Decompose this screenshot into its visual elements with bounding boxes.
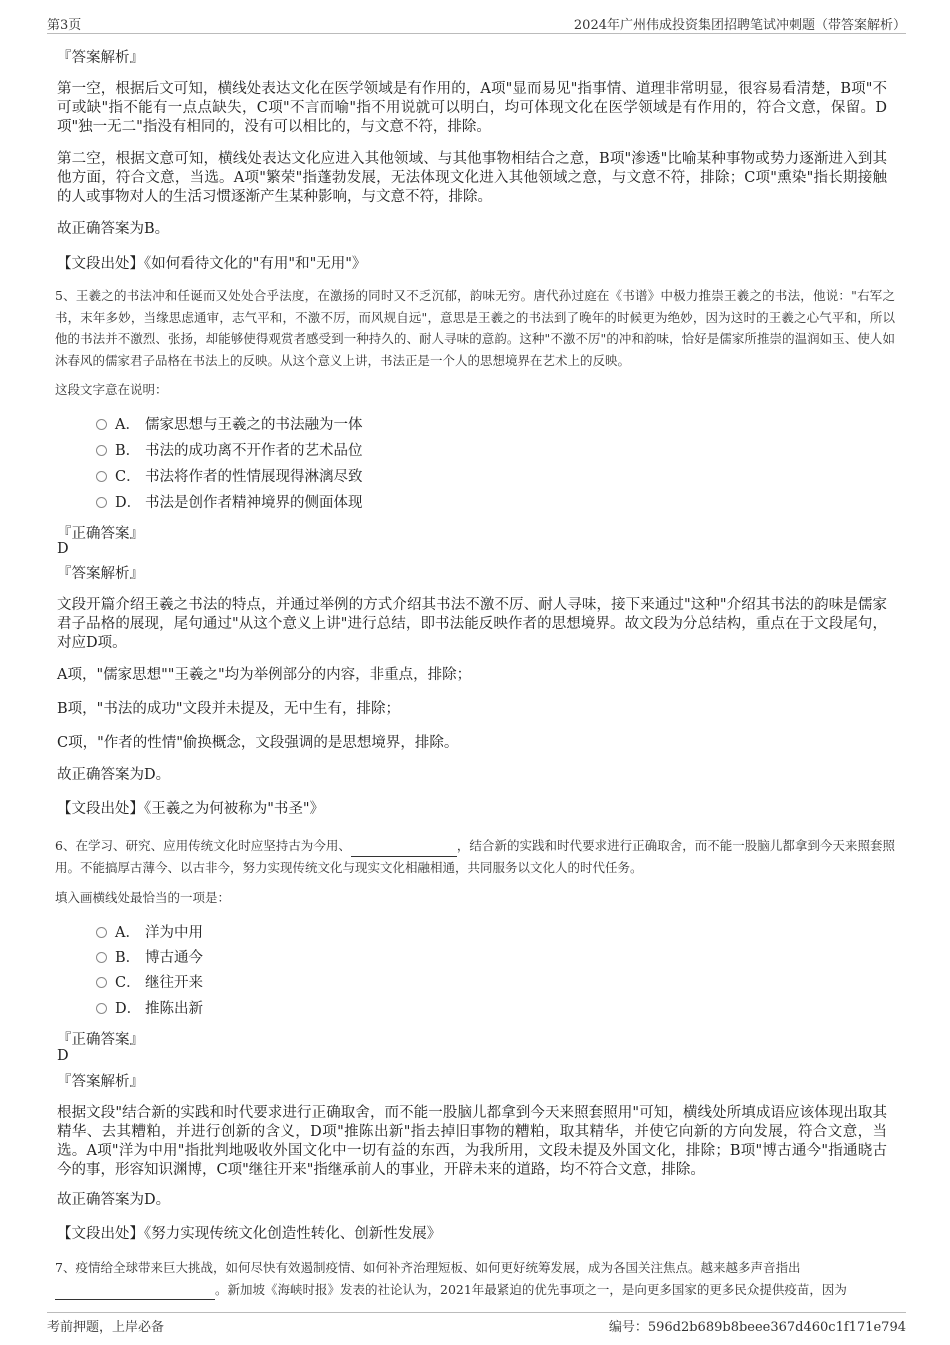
document-id: 编号：596d2b689b8beee367d460c1f171e794 — [608, 1320, 906, 1335]
document-title: 2024年广州伟成投资集团招聘笔试冲刺题（带答案解析） — [573, 18, 906, 33]
fill-blank — [351, 842, 457, 857]
q6-option-a[interactable]: A． 洋为中用 — [96, 922, 203, 944]
radio-icon[interactable] — [96, 471, 107, 482]
q6-option-d[interactable]: D． 推陈出新 — [96, 998, 203, 1020]
q5-analysis-paragraph: 文段开篇介绍王羲之书法的特点，并通过举例的方式介绍其书法不激不厉、耐人寻味，接下来通过"这种"介绍其书法的韵味是儒家君子品格的展现，尾句通过"从这个意义上讲"进行总结，即书法能反映作者的思想境界。故文段为分总结构，重点在于文段尾句，对应D项。 — [57, 597, 887, 651]
q5-option-a[interactable]: A． 儒家思想与王羲之的书法融为一体 — [96, 414, 363, 436]
q5-answer: D — [57, 541, 69, 557]
q7-passage: 7、疫情给全球带来巨大挑战，如何尽快有效遏制疫情、如何补齐治理短板、如何更好统筹发展，成为各国关注焦点。越来越多声音指出 。新加坡《海峡时报》发表的社论认为，2021年最紧迫的优先事项之一，是向更多国家的更多民众提供疫苗，因为 — [55, 1257, 895, 1300]
q4-analysis-label: 『答案解析』 — [57, 50, 144, 66]
q6-correct-label: 『正确答案』 — [57, 1032, 144, 1048]
q6-option-b[interactable]: B． 博古通今 — [96, 947, 203, 969]
page-number: 第3页 — [47, 18, 82, 33]
q5-conclusion: 故正确答案为D。 — [57, 767, 171, 783]
radio-icon[interactable] — [96, 445, 107, 456]
q6-conclusion: 故正确答案为D。 — [57, 1192, 171, 1208]
q4-analysis-paragraph-2: 第二空，根据文意可知，横线处表达文化应进入其他领域、与其他事物相结合之意，B项"渗透"比喻某种事物或势力逐渐进入到其他方面，符合文意，当选。A项"繁荣"指蓬勃发展，无法体现文化进入其他领域之意，与文意不符，排除；C项"熏染"指长期接触的人或事物对人的生活习惯逐渐产生某种影响，与文意不符，排除。 — [57, 151, 887, 205]
q5-option-c[interactable]: C． 书法将作者的性情展现得淋漓尽致 — [96, 466, 363, 488]
q5-option-b[interactable]: B． 书法的成功离不开作者的艺术品位 — [96, 440, 363, 462]
q6-source: 【文段出处】《努力实现传统文化创造性转化、创新性发展》 — [57, 1226, 442, 1242]
radio-icon[interactable] — [96, 927, 107, 938]
radio-icon[interactable] — [96, 1003, 107, 1014]
q5-prompt: 这段文字意在说明： — [55, 382, 168, 397]
q6-answer: D — [57, 1048, 69, 1064]
q5-option-d[interactable]: D． 书法是创作者精神境界的侧面体现 — [96, 492, 363, 514]
q5-analysis-b: B项，"书法的成功"文段并未提及，无中生有，排除； — [57, 701, 400, 717]
page-footer — [47, 1312, 906, 1335]
footer-slogan: 考前押题，上岸必备 — [47, 1320, 165, 1335]
q4-conclusion: 故正确答案为B。 — [57, 221, 170, 237]
q6-analysis-label: 『答案解析』 — [57, 1074, 144, 1090]
fill-blank — [55, 1285, 215, 1300]
q6-prompt: 填入画横线处最恰当的一项是： — [55, 890, 231, 905]
radio-icon[interactable] — [96, 952, 107, 963]
q5-analysis-label: 『答案解析』 — [57, 566, 144, 582]
radio-icon[interactable] — [96, 497, 107, 508]
q5-correct-label: 『正确答案』 — [57, 526, 144, 542]
radio-icon[interactable] — [96, 419, 107, 430]
q5-passage: 5、王羲之的书法冲和任诞而又处处合乎法度，在激扬的同时又不乏沉郁，韵味无穷。唐代孙过庭在《书谱》中极力推崇王羲之的书法，他说："右军之书，末年多妙，当缘思虑通审，志气平和，不激不厉，而风规自远"，意思是王羲之的书法到了晚年的时候更为绝妙，因为这时的王羲之心气平和，所以他的书法并不激烈、张扬，却能够使得观赏者感受到一种持久的、耐人寻味的意韵。这种"不激不厉"的冲和韵味，恰好是儒家所推崇的温润如玉、使人如沐春风的儒家君子品格在书法上的反映。从这个意义上讲，书法正是一个人的思想境界在艺术上的反映。 — [55, 288, 895, 368]
q4-source: 【文段出处】《如何看待文化的"有用"和"无用"》 — [57, 256, 367, 272]
page-header — [47, 13, 906, 34]
q6-analysis-paragraph: 根据文段"结合新的实践和时代要求进行正确取舍，而不能一股脑儿都拿到今天来照套照用"可知，横线处所填成语应该体现出取其精华、去其糟粕，并进行创新的含义，D项"推陈出新"指去掉旧事物的糟粕，取其精华，并使它向新的方向发展，符合文意，当选。A项"洋为中用"指批判地吸收外国文化中一切有益的东西，为我所用，文段未提及外国文化，排除；B项"博古通今"指通晓古今的事，形容知识渊博，C项"继往开来"指继承前人的事业，开辟未来的道路，均不符合文意，排除。 — [57, 1105, 887, 1178]
q5-analysis-c: C项，"作者的性情"偷换概念，文段强调的是思想境界，排除。 — [57, 735, 459, 751]
q4-analysis-paragraph-1: 第一空，根据后文可知，横线处表达文化在医学领域是有作用的，A项"显而易见"指事情、道理非常明显，很容易看清楚，B项"不可或缺"指不能有一点点缺失，C项"不言而喻"指不用说就可以明白，均可体现文化在医学领域是有作用的，符合文意，保留。D项"独一无二"指没有相同的，没有可以相比的，与文意不符，排除。 — [57, 81, 887, 135]
q6-option-c[interactable]: C． 继往开来 — [96, 972, 203, 994]
q5-analysis-a: A项，"儒家思想""王羲之"均为举例部分的内容，非重点，排除； — [57, 667, 472, 683]
q5-source: 【文段出处】《王羲之为何被称为"书圣"》 — [57, 801, 325, 817]
q6-passage: 6、在学习、研究、应用传统文化时应坚持古为今用、 ，结合新的实践和时代要求进行正确取舍，而不能一股脑儿都拿到今天来照套照用。不能搞厚古薄今、以古非今，努力实现传统文化与现实文化相融相通，共同服务以文化人的时代任务。 — [55, 838, 895, 875]
radio-icon[interactable] — [96, 977, 107, 988]
